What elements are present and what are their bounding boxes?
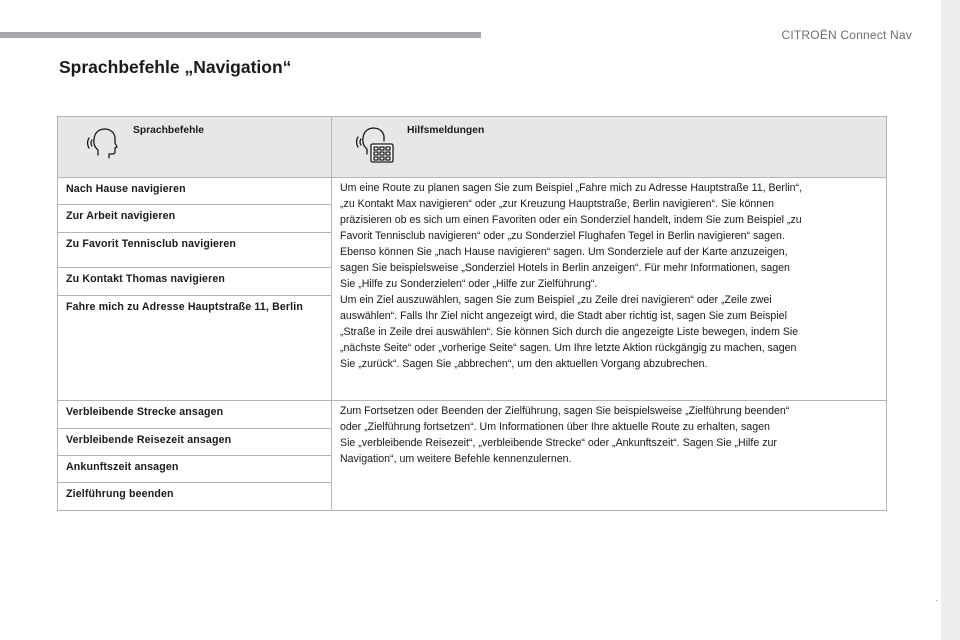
help-line: „Straße in Zeile drei auswählen“. Sie können Sich durch die angezeigte Liste bewegen, indem Sie <box>340 326 799 338</box>
help-message-cell <box>332 401 887 511</box>
header-messages-label: Hilfsmeldungen <box>407 125 485 136</box>
header-cell-commands <box>58 117 332 178</box>
help-line: Navigation“, um weitere Befehle kennenzulernen. <box>340 453 572 465</box>
header-cell-messages <box>332 117 887 178</box>
command-cell: Verbleibende Strecke ansagen <box>58 401 332 429</box>
table-row <box>58 401 887 429</box>
help-line: sagen Sie beispielsweise „Sonderziel Hotels in Berlin anzeigen“. Für mehr Informationen, sagen <box>340 262 790 274</box>
help-line: oder „Zielführung fortsetzen“. Um Informationen über Ihre aktuelle Route zu erhalten, sagen <box>340 421 770 433</box>
command-cell: Zielführung beenden <box>58 483 332 511</box>
help-line: „nächste Seite“ oder „vorherige Seite“ sagen. Um Ihre letzte Aktion rückgängig zu machen, sagen <box>340 342 797 354</box>
help-line: Um eine Route zu planen sagen Sie zum Beispiel „Fahre mich zu Adresse Hauptstraße 11, Berlin“, <box>340 182 803 194</box>
command-cell: Fahre mich zu Adresse Hauptstraße 11, Berlin <box>58 296 332 401</box>
speaking-head-screen-icon <box>354 122 398 171</box>
command-cell: Verbleibende Reisezeit ansagen <box>58 429 332 456</box>
help-line: präzisieren ob es sich um einen Favoriten oder ein Sonderziel handelt, indem Sie zum Beispiel „zu <box>340 214 802 226</box>
help-line: Um ein Ziel auszuwählen, sagen Sie zum Beispiel „zu Zeile drei navigieren“ oder „Zeile zwei <box>340 294 772 306</box>
command-cell: Zur Arbeit navigieren <box>58 205 332 233</box>
side-margin-strip <box>941 0 960 640</box>
header-rule <box>0 32 481 38</box>
header-commands-label: Sprachbefehle <box>133 125 204 136</box>
help-line: Sie „verbleibende Reisezeit“, „verbleibende Strecke“ oder „Ankunftszeit“. Sagen Sie „Hilfe zur <box>340 437 777 449</box>
command-cell: Ankunftszeit ansagen <box>58 456 332 483</box>
table-row <box>58 178 887 205</box>
speaking-head-icon <box>84 125 120 166</box>
help-line: Sie „zurück“. Sagen Sie „abbrechen“, um den aktuellen Vorgang abzubrechen. <box>340 358 708 370</box>
command-cell: Nach Hause navigieren <box>58 178 332 205</box>
help-line: Zum Fortsetzen oder Beenden der Zielführung, sagen Sie beispielsweise „Zielführung beenden“ <box>340 405 790 417</box>
help-line: „zu Kontakt Max navigieren“ oder „zur Kreuzung Hauptstraße, Berlin navigieren“. Sie können <box>340 198 774 210</box>
help-line: Favorit Tennisclub navigieren“ oder „zu Sonderziel Flughafen Tegel in Berlin navigieren“ sagen. <box>340 230 785 242</box>
page-marker: . <box>935 593 938 604</box>
command-cell: Zu Favorit Tennisclub navigieren <box>58 233 332 268</box>
help-message-cell <box>332 178 887 401</box>
help-line: Ebenso können Sie „nach Hause navigieren“ sagen. Um Sonderziele auf der Karte anzuzeigen, <box>340 246 788 258</box>
command-cell: Zu Kontakt Thomas navigieren <box>58 268 332 296</box>
page-title: Sprachbefehle „Navigation“ <box>59 57 292 77</box>
voice-command-table <box>57 116 887 511</box>
brand-label: CITROËN Connect Nav <box>781 28 912 42</box>
table-header-row <box>58 117 887 178</box>
help-line: Sie „Hilfe zu Sonderzielen“ oder „Hilfe zur Zielführung“. <box>340 278 598 290</box>
help-line: auswählen“. Falls Ihr Ziel nicht angezeigt wird, die Stadt aber richtig ist, sagen Sie zum Beispiel <box>340 310 787 322</box>
